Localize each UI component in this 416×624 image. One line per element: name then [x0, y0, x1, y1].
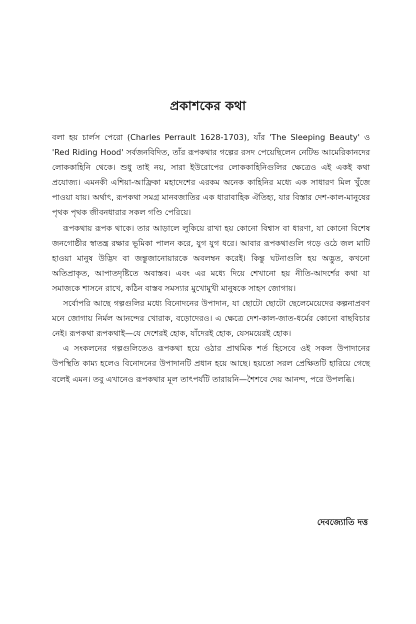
author-signature: দেবজ্যোতি দত্ত: [317, 518, 368, 528]
paragraph-2: রূপকথায় রূপক থাকে। তার আড়ালে লুকিয়ে রাখা হয় কোনো বিশ্বাস বা ধারণা, যা কোনো বিশেষ জনগোষ্ঠীর স্বাতন্ত্র রক্ষার ভূমিকা পালন করে, যুগ যুগ ধরে। আবার রূপকথাগুলি গড়ে ওঠে জল মাটি হাওয়া মানুষ উদ্ভিদ বা জন্তুজানোয়ারকে অবলম্বন করেই। কিন্তু ঘটনাগুলি হয় অদ্ভুত, কখনো অতিপ্রাকৃত, আপাতদৃষ্টিতে অবাস্তব। এবং এর মধ্যে দিয়ে শেখানো হয় নীতি-আদর্শের কথা যা সমাজকে শাসনে রাখে, কঠিন বাস্তব সমস্যার মুখোমুখী মানুষকে সাহস জোগায়।: [52, 223, 370, 293]
body-text: [52, 130, 370, 387]
paragraph-3: সর্বোপরি আছে গল্পগুলির মধ্যে বিনোদনের উপাদান, যা ছোটো ছোটো ছেলেমেয়েদের কল্পনাপ্রবণ মনে জোগায় নির্মল আনন্দের খোরাক, বড়োদেরও। এ ক্ষেত্রে দেশ-কাল-জাত-ধর্মের কোনো বাছবিচার নেই। রূপকথা রূপকথাই—যে দেশেরই হোক, যাঁদেরই হোক, যেসময়েরই হোক।: [52, 299, 370, 339]
paragraph-1: বলা হয় চার্লস পেরো (Charles Perrault 1628-1703), যাঁর 'The Sleeping Beauty' ও 'Red Riding Hood' সর্বজনবিদিত, তাঁর রূপকথার গল্পের রসদ পেয়েছিলেন নেটিভ আমেরিকানদের লোককাহিনি থেকে। শুধু তাই নয়, সারা ইউরোপের লোককাহিনিগুলির ক্ষেত্রেও এই একই কথা প্রযোজ্য। এমনকী এশিয়া-আফ্রিকা মহাদেশের এরকম অনেক কাহিনির মধ্যে এক সাধারণ মিল খুঁজে পাওয়া যায়। অর্থাৎ, রূপকথা সমগ্র মানবজাতির এক ধারাবাহিক ঐতিহ্য, যার বিস্তার দেশ-কাল-মানুষের পৃথক পৃথক জীবনধারার সকল গণ্ডি পেরিয়ে।: [52, 133, 370, 218]
page-title: প্রকাশকের কথা: [169, 98, 247, 113]
paragraph-4: এ সংকলনের গল্পগুলিতেও রূপকথা হয়ে ওঠার প্রাথমিক শর্ত হিসেবে ওই সকল উপাদানের উপস্থিতি কাম্য হলেও বিনোদনের উপাদানটি প্রধান হয়ে আছে। হয়তো সরল প্রেক্ষিতটি হারিয়ে গেছে বলেই এমন। তবু এখানেও রূপকথার মূল তাৎপর্যটি তারায়নি—শৈশবে দেয় আনন্দ, পরে উপলব্ধি।: [52, 344, 370, 384]
